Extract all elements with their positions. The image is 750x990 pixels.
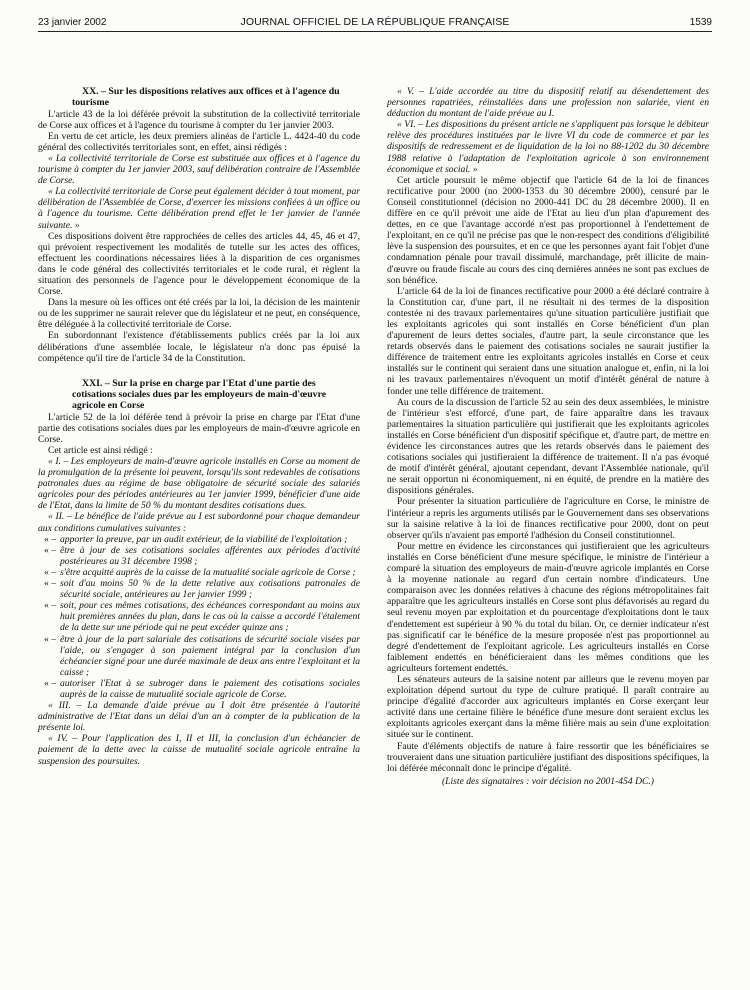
quoted-paragraph: « La collectivité territoriale de Corse est substituée aux offices et à l'agence du tourisme à compter du 1er janvier 2003, sauf délibération contraire de l'Assemblée de Corse. (38, 152, 360, 187)
condition-text: soit d'au moins 50 % de la dette relative aux cotisations patronales de sécurité sociale, antérieures au 1er janvier 1999 ; (60, 578, 360, 601)
condition-text: être à jour de ses cotisations sociales afférentes aux périodes d'activité postérieures au 31 décembre 1998 ; (60, 544, 360, 567)
paragraph: Les sénateurs auteurs de la saisine notent par ailleurs que le revenu moyen par exploitation dépend surtout du type de culture pratiqué. Il paraît contraire au principe d'égalité d'accorder aux agriculteurs implantés en Corse exerçant leur activité dans une certaine filière le bénéfice d'une mesure dont seraient exclus les exploitants agricoles exerçant dans la même filière mais au sein d'une exploitation située sur le continent. (387, 673, 709, 741)
condition-item (38, 634, 360, 678)
condition-text: soit, pour ces mêmes cotisations, des échéances correspondant au moins aux huit premières années du plan, dans le cas où la caisse a accordé l'étalement de la dette sur une période qui ne peut excéder quinze ans ; (60, 600, 360, 634)
header-page-number: 1539 (689, 17, 712, 28)
paragraph: Cet article est ainsi rédigé : (48, 444, 153, 456)
section-gap (38, 364, 360, 378)
condition-item (38, 578, 360, 600)
signatories-note: (Liste des signataires : voir décision no 2001-454 DC.) (441, 775, 655, 787)
dash-marker: « – (44, 600, 56, 612)
condition-text: autoriser l'Etat à se subroger dans le paiement des cotisations sociales auprès de la caisse de mutualité sociale agricole de Corse. (60, 677, 360, 700)
paragraph: Pour mettre en évidence les circonstances qui justifieraient que les agriculteurs installés en Corse bénéficient d'une mesure spécifique, le ministre de l'intérieur a comparé la situation des employeurs de main-d'œuvre agricole implantés en Corse à la moyenne nationale au regard d'un certain nombre d'indicateurs. Une comparaison avec les données relatives à chacune des régions métropolitaines fait apparaître que les agriculteurs installés en Corse sont plus défavorisés au regard du seul revenu moyen par exploitation et du pourcentage d'exploitations dont le taux d'endettement est supérieur à 90 % du total du bilan. Or, ce dernier indicateur n'est pas significatif car le bénéfice de la mesure proposée n'est pas proportionnel au degré d'endettement de l'exploitant agricole. Les agriculteurs installés en Corse faiblement endettés en bénéficieraient dans les mêmes conditions que les agriculteurs fortement endettés. (387, 540, 709, 674)
quoted-paragraph: « IV. – Pour l'application des I, II et III, la conclusion d'un échéancier de paiement de la dette avec la caisse de mutualité sociale agricole entraîne la suspension des poursuites. (38, 733, 360, 767)
condition-item (38, 678, 360, 700)
condition-text: apporter la preuve, par un audit extérieur, de la viabilité de l'exploitation ; (60, 533, 348, 545)
quoted-paragraph: « V. – L'aide accordée au titre du dispositif relatif au désendettement des personnes rapatriées, réinstallées dans une profession non salariée, vient en déduction du montant de l'aide prévue au I. (387, 86, 709, 120)
header-journal-title: JOURNAL OFFICIEL DE LA RÉPUBLIQUE FRANÇAISE (240, 16, 510, 28)
paragraph: Ces dispositions doivent être rapprochées de celles des articles 44, 45, 46 et 47, qui prévoient respectivement les modalités de tutelle sur les actes des offices, effectuent les coordinations nécessaires liées à la disparition de ces organismes dans le code général des collectivités territoriales et le code rural, et règlent la situation des personnels de l'agence pour le développement économique de la Corse. (38, 230, 360, 298)
condition-item (38, 545, 360, 567)
quoted-paragraph: « La collectivité territoriale de Corse peut également décider à tout moment, par délibération de l'Assemblée de Corse, d'exercer les missions confiées à un office ou à l'agence du tourisme. Cette délibération prend effet le 1er janvier de l'année suivante. » (38, 186, 360, 231)
dash-marker: « – (44, 578, 56, 590)
paragraph: L'article 43 de la loi déférée prévoit la substitution de la collectivité territoriale de Corse aux offices et à l'agence du tourisme à compter du 1er janvier 2003. (38, 108, 360, 131)
paragraph: En vertu de cet article, les deux premiers alinéas de l'article L. 4424-40 du code général des collectivités territoriales sont, en effet, ainsi rédigés : (38, 130, 360, 153)
paragraph: Au cours de la discussion de l'article 52 au sein des deux assemblées, le ministre de l'intérieur s'est efforcé, d'une part, de faire apparaître dans les travaux parlementaires la situation particulière qui justifierait que les exploitants agricoles installés en Corse bénéficient d'un dispositif spécifique et, d'autre part, de mettre en évidence les circonstances autres que les retards observés dans le paiement des cotisations sociales qui justifieraient la différence de traitement. Il n'a pas évoqué de motif d'intérêt général, ajoutant cependant, devant l'Assemblée nationale, qu'il ne serait opportun ni économiquement, ni en équité, de prendre en la matière des dispositions générales. (387, 396, 709, 497)
quoted-paragraph: « VI. – Les dispositions du présent article ne s'appliquent pas lorsque le débiteur relève des procédures instituées par le livre VI du code de commerce et par les dispositifs de redressement et de liquidation de la loi no 88-1202 du 30 décembre 1988 relative à l'adaptation de l'exploitation agricole à son environnement économique et social. » (387, 119, 709, 175)
header-rule (38, 31, 712, 32)
paragraph: L'article 64 de la loi de finances rectificative pour 2000 a été déclaré contraire à la Constitution car, d'une part, il ne résultait ni des termes de la disposition contestée ni des travaux parlementaires qu'une situation particulière justifiait que les exploitants agricoles qui sont installés en Corse bénéficient d'un plan d'apurement de leurs dettes sociales, d'autre part, la seule circonstance que les retards observés dans le paiement des cotisations sociales ne saurait justifier la différence de traitement entre les exploitants agricoles installés en Corse et ceux installés sur le continent qui seraient dans une situation analogue et, enfin, ni la loi ni les travaux parlementaires n'évoquent un motif d'intérêt général de nature à fonder une telle différence de traitement. (387, 285, 709, 397)
page-header (38, 14, 712, 30)
paragraph: Faute d'éléments objectifs de nature à faire ressortir que les bénéficiaires se trouveraient dans une situation particulière justifiant des dispositions spécifiques, la loi déférée méconnaît donc le principe d'égalité. (387, 740, 709, 774)
dash-marker: « – (44, 544, 56, 556)
paragraph: Pour présenter la situation particulière de l'agriculture en Corse, le ministre de l'intérieur a repris les arguments utilisés par le Gouvernement dans ses observations sur la saisine relative à la loi de finances rectificative pour 2000, dont on peut observer qu'ils n'avaient pas emporté l'adhésion du Conseil constitutionnel. (387, 496, 709, 541)
condition-item (38, 534, 360, 545)
dash-marker: « – (44, 533, 56, 545)
header-date: 23 janvier 2002 (38, 17, 107, 28)
condition-text: être à jour de la part salariale des cotisations de sécurité sociale visées par l'aide, ou s'engager à son paiement intégral par la conclusion d'un échéancier signé pour une durée maximale de deux ans entre l'exploitant et la caisse ; (60, 633, 360, 678)
condition-item (38, 600, 360, 633)
paragraph: Dans la mesure où les offices ont été créés par la loi, la décision de les maintenir ou de les supprimer ne saurait relever que du législateur et ne peut, en conséquence, être déléguée à la collectivité territoriale de Corse. (38, 297, 360, 331)
left-column (38, 86, 360, 767)
paragraph: En subordonnant l'existence d'établissements publics créés par la loi aux délibérations d'une assemblée locale, le législateur n'a donc pas épuisé la compétence qu'il tire de l'article 34 de la Constitution. (38, 330, 360, 364)
right-column (387, 86, 709, 787)
condition-text: s'être acquitté auprès de la caisse de la mutualité sociale agricole de Corse ; (60, 566, 356, 578)
section-title-xx: XX. – Sur les dispositions relatives aux offices et à l'agence du tourisme (72, 86, 340, 109)
quoted-paragraph: « I. – Les employeurs de main-d'œuvre agricole installés en Corse au moment de la promulgation de la présente loi peuvent, lorsqu'ils sont redevables de cotisations patronales dues au régime de base obligatoire de sécurité sociale des salariés agricoles pour des périodes antérieures au 1er janvier 1999, bénéficier d'une aide de l'Etat, dans la limite de 50 % du montant desdites cotisations dues. (38, 456, 360, 512)
paragraph: Cet article poursuit le même objectif que l'article 64 de la loi de finances rectificative pour 2000 (no 2000-1353 du 30 décembre 2000), censuré par le Conseil constitutionnel (décision no 2000-441 DC du 28 décembre 2000). Il en diffère en ce qu'il prévoit une aide de l'Etat au lieu d'un plan d'apurement des dettes, en ce que l'avantage accordé n'est pas proportionnel à l'endettement de l'exploitant, en ce qu'il ne précise pas que le non-respect des conditions d'éligibilité lève la suspension des poursuites, et en ce que les personnes ayant fait l'objet d'une condamnation pénale pour travail dissimulé, marchandage, prêt illicite de main-d'œuvre ou fraude fiscale au cours des cinq dernières années ne sont pas exclues de son bénéfice. (387, 174, 709, 286)
dash-marker: « – (44, 677, 56, 689)
dash-marker: « – (44, 633, 56, 645)
section-title-xxi: XXI. – Sur la prise en charge par l'Etat d'une partie des cotisations sociales dues par les employeurs de main-d'œuvre agricole en Corse (72, 377, 327, 412)
quoted-paragraph: « II. – Le bénéfice de l'aide prévue au I est subordonné pour chaque demandeur aux conditions cumulatives suivantes : (38, 511, 360, 534)
dash-marker: « – (44, 566, 56, 578)
condition-item (38, 567, 360, 578)
paragraph: L'article 52 de la loi déférée tend à prévoir la prise en charge par l'Etat d'une partie des cotisations sociales dues par les employeurs de main-d'œuvre agricole en Corse. (38, 411, 360, 445)
quoted-paragraph: « III. – La demande d'aide prévue au I doit être présentée à l'autorité administrative de l'Etat dans un délai d'un an à compter de la publication de la présente loi. (38, 700, 360, 734)
